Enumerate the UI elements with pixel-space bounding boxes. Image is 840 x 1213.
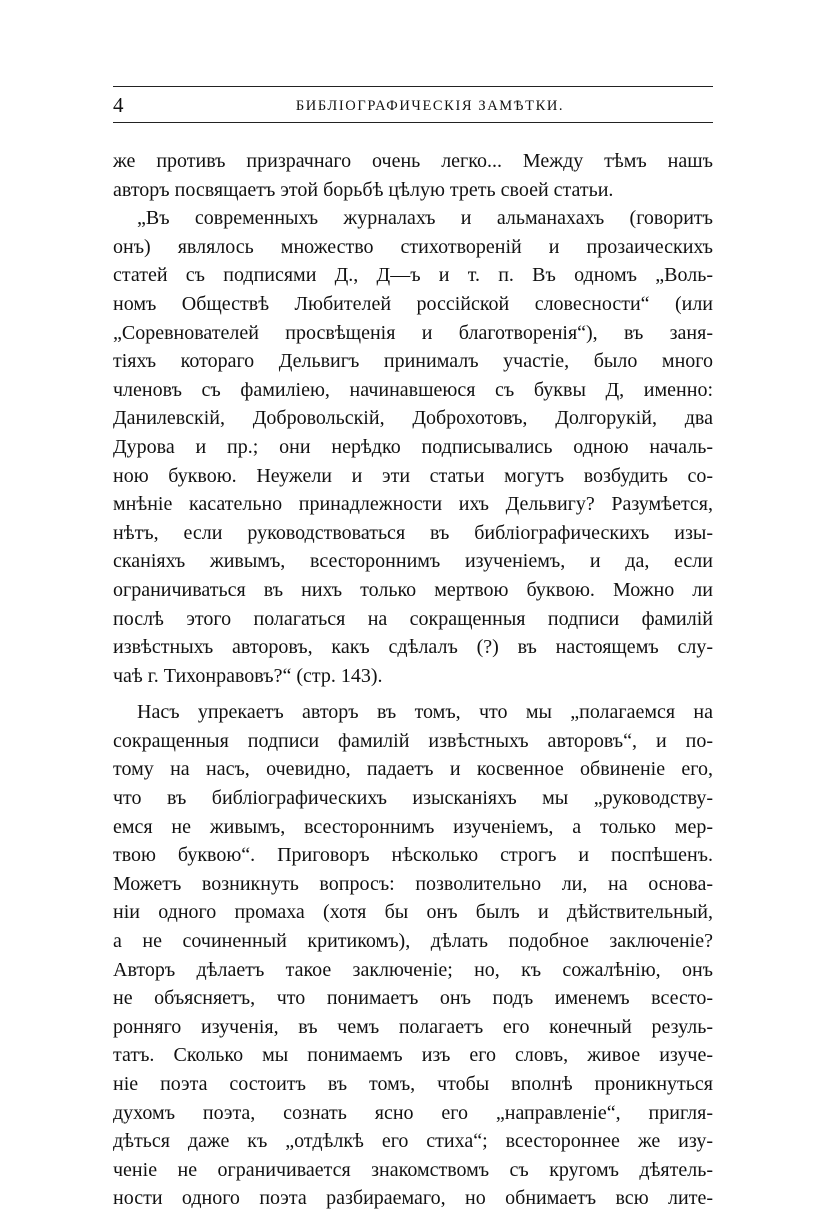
text-line: „Соревнователей просвѣщенія и благотворенія“), въ заня- bbox=[113, 321, 713, 344]
text-line: Можетъ возникнуть вопросъ: позволительно ли, на основа- bbox=[113, 872, 713, 895]
text-line: что въ библіографическихъ изысканіяхъ мы „руководству- bbox=[113, 787, 713, 810]
text-line: духомъ поэта, сознать ясно его „направленіе“, пригля- bbox=[113, 1101, 713, 1124]
text-line: авторъ посвящаетъ этой борьбѣ цѣлую треть своей статьи. bbox=[113, 178, 614, 201]
text-line: ченіе не ограничивается знакомствомъ съ кругомъ дѣятель- bbox=[113, 1158, 713, 1181]
header-rule-bottom bbox=[113, 122, 713, 123]
running-title: БИБЛІОГРАФИЧЕСКІЯ ЗАМѢТКИ. bbox=[295, 98, 565, 114]
body-text bbox=[113, 147, 713, 1213]
page-number: 4 bbox=[113, 93, 124, 117]
text-line: ніе поэта состоитъ въ томъ, чтобы вполнѣ проникнуться bbox=[113, 1073, 713, 1095]
text-line: сокращенныя подписи фамилій извѣстныхъ авторовъ“, и по- bbox=[113, 729, 713, 752]
text-line: чаѣ г. Тихонравовъ?“ (стр. 143). bbox=[113, 664, 383, 687]
text-line: членовъ съ фамиліею, начинавшеюся съ буквы Д, именно: bbox=[113, 378, 713, 401]
text-line: нѣтъ, если руководствоваться въ библіографическихъ изы- bbox=[113, 521, 713, 544]
text-line: номъ Обществѣ Любителей россійской словесности“ (или bbox=[113, 292, 713, 315]
text-line: тіяхъ котораго Дельвигъ принималъ участіе, было много bbox=[113, 350, 713, 373]
text-line: же противъ призрачнаго очень легко... Между тѣмъ нашъ bbox=[113, 150, 713, 172]
text-line: не объясняетъ, что понимаетъ онъ подъ именемъ всесто- bbox=[113, 987, 713, 1010]
text-line: ронняго изученія, въ чемъ полагаетъ его конечный резуль- bbox=[113, 1015, 713, 1038]
text-line: онъ) являлось множество стихотвореній и прозаическихъ bbox=[113, 235, 713, 258]
text-line: ограничиваться въ нихъ только мертвою буквою. Можно ли bbox=[113, 578, 713, 601]
text-line: послѣ этого полагаться на сокращенныя подписи фамилій bbox=[113, 607, 713, 630]
text-line: „Въ современныхъ журналахъ и альманахахъ (говоритъ bbox=[137, 207, 713, 230]
text-line: ніи одного промаха (хотя бы онъ былъ и дѣйствительный, bbox=[113, 901, 713, 924]
text-line: Данилевскій, Добровольскій, Доброхотовъ, Долгорукій, два bbox=[113, 407, 713, 430]
text-line: твою буквою“. Приговоръ нѣсколько строгъ и поспѣшенъ. bbox=[113, 844, 713, 867]
text-line: Авторъ дѣлаетъ такое заключеніе; но, къ сожалѣнію, онъ bbox=[113, 958, 713, 981]
text-line: тому на насъ, очевидно, падаетъ и косвенное обвиненіе его, bbox=[113, 758, 713, 781]
text-line: сканіяхъ живымъ, всестороннимъ изученіемъ, и да, если bbox=[113, 550, 713, 573]
text-line: дѣться даже къ „отдѣлкѣ его стиха“; всестороннее же изу- bbox=[113, 1130, 713, 1153]
text-line: мнѣніе касательно принадлежности ихъ Дельвигу? Разумѣется, bbox=[113, 493, 713, 516]
text-line: Насъ упрекаетъ авторъ въ томъ, что мы „полагаемся на bbox=[137, 701, 713, 724]
text-line: а не сочиненный критикомъ), дѣлать подобное заключеніе? bbox=[113, 930, 713, 953]
text-line: емся не живымъ, всестороннимъ изученіемъ, а только мер- bbox=[113, 815, 713, 838]
text-line: ною буквою. Неужели и эти статьи могутъ возбудить со- bbox=[113, 464, 713, 487]
text-line: Дурова и пр.; они нерѣдко подписывались одною началь- bbox=[113, 435, 713, 458]
header-rule-top bbox=[113, 86, 713, 87]
text-line: татъ. Сколько мы понимаемъ изъ его словъ, живое изуче- bbox=[113, 1044, 713, 1067]
text-line: статей съ подписями Д., Д—ъ и т. п. Въ одномъ „Воль- bbox=[113, 264, 713, 287]
text-line: ности одного поэта разбираемаго, но обнимаетъ всю лите- bbox=[113, 1187, 713, 1210]
text-line: извѣстныхъ авторовъ, какъ сдѣлалъ (?) въ настоящемъ слу- bbox=[113, 636, 713, 659]
